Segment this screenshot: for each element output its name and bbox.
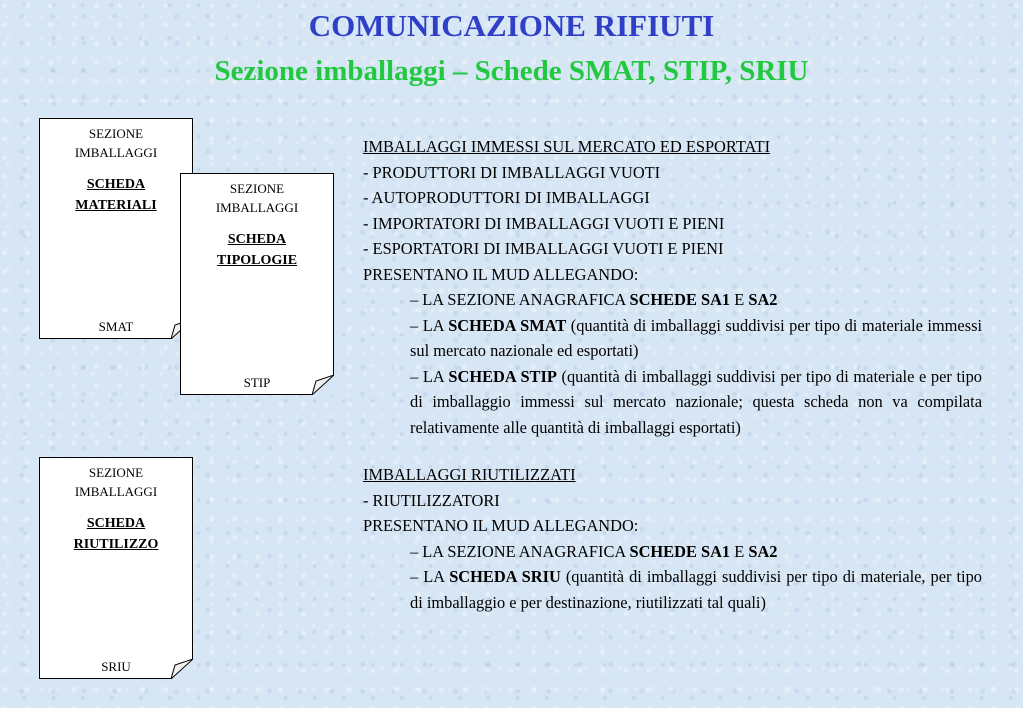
item-bold: SCHEDA STIP	[448, 366, 557, 386]
section-heading: IMBALLAGGI RIUTILIZZATI	[363, 465, 576, 484]
item-text: – LA SEZIONE ANAGRAFICA	[410, 290, 630, 309]
list-line: - IMPORTATORI DI IMBALLAGGI VUOTI E PIENI	[363, 213, 725, 233]
item-text: (quantità di imballaggi suddivisi per tipo di materiale, per tipo di imballaggio e per destinazione, riutilizzati tal quali)	[410, 567, 983, 612]
page-fold-icon	[171, 659, 193, 679]
item-text: – LA	[410, 567, 450, 586]
list-item	[363, 564, 982, 615]
sheet-sriu-icon	[39, 457, 193, 679]
list-line: PRESENTANO IL MUD ALLEGANDO:	[363, 264, 639, 284]
item-text: – LA SEZIONE ANAGRAFICA	[410, 541, 630, 561]
item-bold: SCHEDE SA1	[629, 541, 731, 561]
sheet-kind-label: RIUTILIZZO	[73, 537, 159, 552]
sheet-stip-icon	[180, 173, 334, 395]
list-line: - PRODUTTORI DI IMBALLAGGI VUOTI	[363, 162, 661, 182]
sheet-code: SRIU	[101, 659, 131, 674]
sheet-section-label: SEZIONE	[88, 465, 144, 480]
list-line: - RIUTILIZZATORI	[363, 490, 500, 510]
sheet-kind-label: SCHEDA	[86, 516, 146, 531]
sheet-kind-label: TIPOLOGIE	[216, 253, 298, 268]
list-line: - ESPORTATORI DI IMBALLAGGI VUOTI E PIENI	[363, 239, 724, 258]
item-text: – LA	[410, 366, 449, 386]
item-bold: SCHEDA SMAT	[448, 315, 567, 335]
list-item	[363, 287, 982, 313]
sheet-code: SMAT	[98, 319, 134, 334]
section-heading: IMBALLAGGI IMMESSI SUL MERCATO ED ESPORTATI	[363, 137, 771, 156]
sheet-section-label: IMBALLAGGI	[74, 484, 158, 499]
sheet-kind-label: SCHEDA	[227, 232, 287, 247]
item-bold: SCHEDA SRIU	[449, 567, 561, 586]
list-item	[363, 539, 982, 565]
sheet-section-label: IMBALLAGGI	[74, 145, 158, 160]
item-text: (quantità di imballaggi suddivisi per tipo di materiale immessi sul mercato nazionale ed esportati)	[410, 315, 983, 360]
item-text: E	[730, 290, 749, 309]
body-text	[363, 134, 982, 615]
list-line: - AUTOPRODUTTORI DI IMBALLAGGI	[363, 188, 650, 207]
item-bold: SCHEDE SA1	[629, 290, 731, 309]
item-bold: SA2	[748, 541, 778, 561]
item-text: – LA	[410, 315, 449, 335]
item-text: E	[730, 541, 749, 561]
sheet-section-label: IMBALLAGGI	[215, 200, 299, 215]
sheet-section-label: SEZIONE	[229, 181, 285, 196]
list-item	[363, 313, 982, 364]
item-bold: SA2	[748, 290, 778, 309]
sheet-kind-label: SCHEDA	[86, 177, 146, 192]
list-item	[363, 364, 982, 441]
page-title: COMUNICAZIONE RIFIUTI	[308, 8, 715, 43]
sheet-kind-label: MATERIALI	[75, 198, 157, 213]
page-fold-icon	[312, 375, 334, 395]
sheet-code: STIP	[243, 375, 271, 390]
page-subtitle: Sezione imballaggi – Schede SMAT, STIP, SRIU	[214, 55, 809, 87]
sheet-smat-icon	[39, 118, 193, 339]
list-line: PRESENTANO IL MUD ALLEGANDO:	[363, 516, 639, 535]
sheet-section-label: SEZIONE	[88, 126, 144, 141]
item-text: (quantità di imballaggi suddivisi per tipo di materiale e per tipo di imballaggio immessi sul mercato nazionale; questa scheda non va compilata relativamente alle quantità di imballaggi esportati)	[410, 366, 982, 437]
